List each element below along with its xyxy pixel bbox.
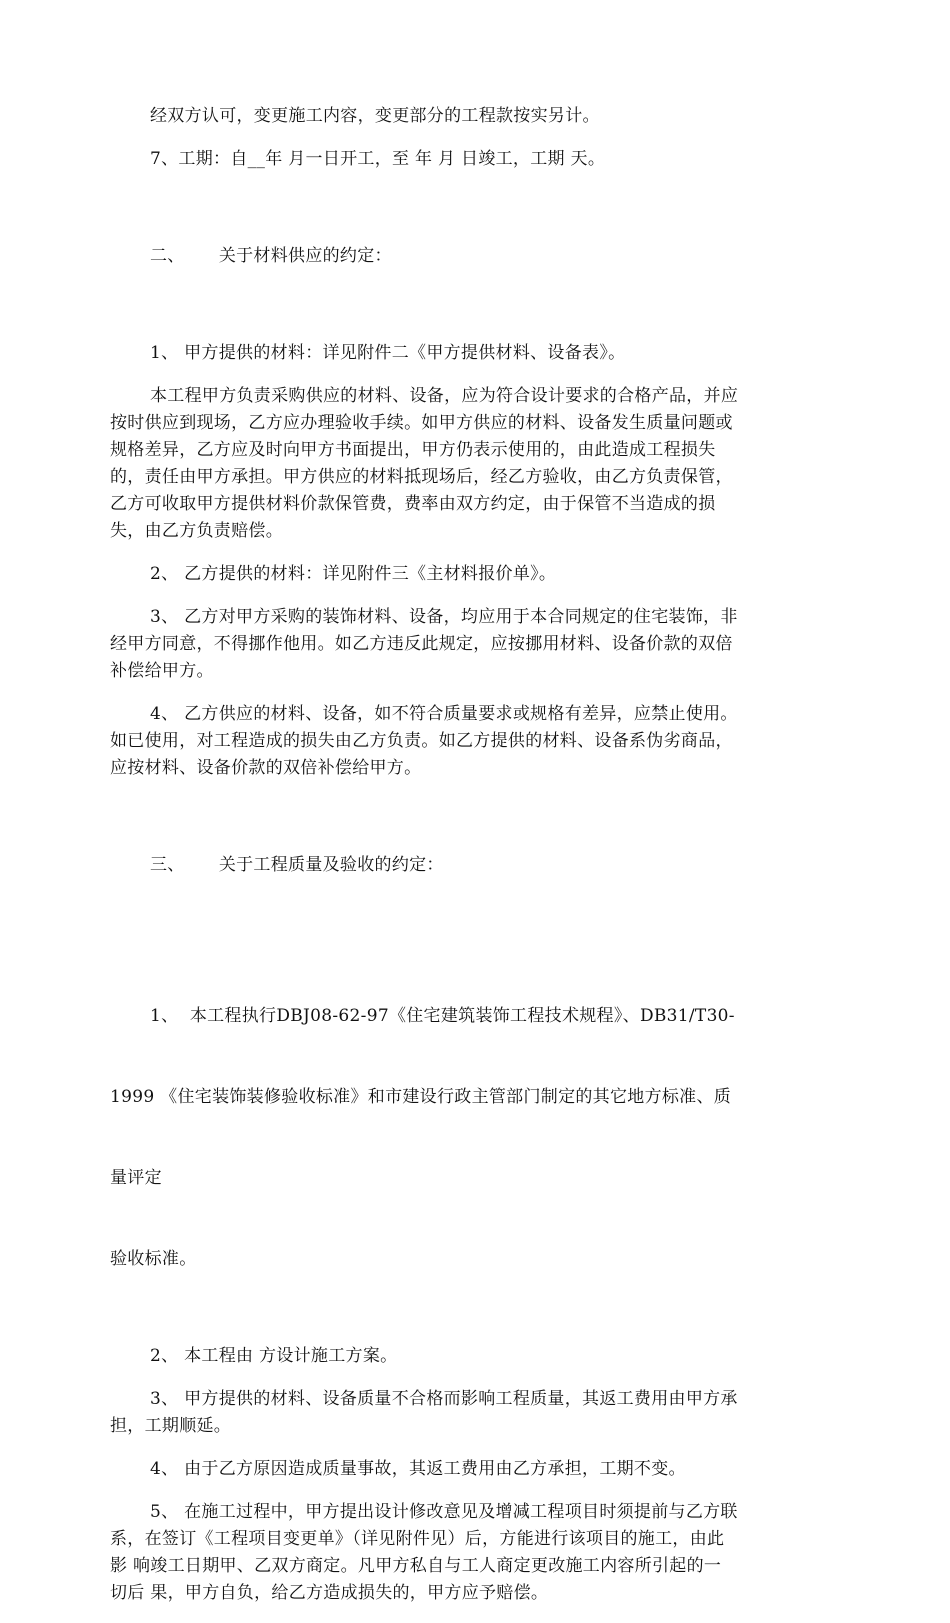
text-line: 3、 乙方对甲方采购的装饰材料、设备，均应用于本合同规定的住宅装饰，非 bbox=[150, 607, 738, 627]
paragraph bbox=[110, 1456, 840, 1483]
text-line: 失，由乙方负责赔偿。 bbox=[110, 521, 283, 541]
text-line: 切后 果，甲方自负，给乙方造成损失的，甲方应予赔偿。 bbox=[110, 1583, 549, 1603]
paragraph bbox=[110, 1386, 840, 1440]
text-line: 经甲方同意，不得挪作他用。如乙方违反此规定，应按挪用材料、设备价款的双倍 bbox=[110, 634, 733, 654]
paragraph bbox=[110, 561, 840, 588]
document-body bbox=[110, 103, 840, 1623]
text-line: 影 响竣工日期甲、乙双方商定。凡甲方私自与工人商定更改施工内容所引起的一 bbox=[110, 1556, 722, 1576]
section-heading bbox=[110, 798, 840, 933]
text-line: 1、 本工程执行DBJ08-62-97《住宅建筑装饰工程技术规程》、DB31/T30- bbox=[150, 1006, 735, 1026]
text-line: 担，工期顺延。 bbox=[110, 1416, 232, 1436]
text-line: 本工程甲方负责采购供应的材料、设备，应为符合设计要求的合格产品，并应 bbox=[150, 386, 739, 406]
text-line: 应按材料、设备价款的双倍补偿给甲方。 bbox=[110, 758, 422, 778]
text-line: 乙方可收取甲方提供材料价款保管费，费率由双方约定，由于保管不当造成的损 bbox=[110, 494, 716, 514]
text-line: 二、 关于材料供应的约定： bbox=[150, 246, 392, 266]
text-line: 1999 《住宅装饰装修验收标准》和市建设行政主管部门制定的其它地方标准、质 bbox=[110, 1087, 732, 1107]
paragraph bbox=[110, 383, 840, 545]
paragraph bbox=[110, 1499, 840, 1607]
text-line: 4、 由于乙方原因造成质量事故，其返工费用由乙方承担，工期不变。 bbox=[150, 1459, 686, 1479]
text-line: 1、 甲方提供的材料：详见附件二《甲方提供材料、设备表》。 bbox=[150, 343, 626, 363]
text-line: 补偿给甲方。 bbox=[110, 661, 214, 681]
text-line: 2、 乙方提供的材料：详见附件三《主材料报价单》。 bbox=[150, 564, 557, 584]
section-heading bbox=[110, 189, 840, 324]
text-line: 如已使用，对工程造成的损失由乙方负责。如乙方提供的材料、设备系伪劣商品， bbox=[110, 731, 733, 751]
paragraph bbox=[110, 146, 840, 173]
text-line: 按时供应到现场，乙方应办理验收手续。如甲方供应的材料、设备发生质量问题或 bbox=[110, 413, 733, 433]
paragraph bbox=[110, 340, 840, 367]
text-line: 4、 乙方供应的材料、设备，如不符合质量要求或规格有差异，应禁止使用。 bbox=[150, 704, 738, 724]
paragraph bbox=[110, 103, 840, 130]
paragraph bbox=[110, 949, 840, 1327]
text-line: 7、工期：自__年 月一日开工，至 年 月 日竣工，工期 天。 bbox=[150, 149, 606, 169]
text-line: 系，在签订《工程项目变更单》（详见附件见）后，方能进行该项目的施工，由此 bbox=[110, 1529, 725, 1549]
text-line: 验收标准。 bbox=[110, 1249, 197, 1269]
paragraph bbox=[110, 701, 840, 782]
text-line: 的，责任由甲方承担。甲方供应的材料抵现场后，经乙方验收，由乙方负责保管， bbox=[110, 467, 733, 487]
text-line: 5、 在施工过程中，甲方提出设计修改意见及增减工程项目时须提前与乙方联 bbox=[150, 1502, 738, 1522]
text-line: 3、 甲方提供的材料、设备质量不合格而影响工程质量，其返工费用由甲方承 bbox=[150, 1389, 738, 1409]
text-line: 量评定 bbox=[110, 1168, 162, 1188]
text-line: 经双方认可，变更施工内容，变更部分的工程款按实另计。 bbox=[150, 106, 600, 126]
paragraph bbox=[110, 604, 840, 685]
paragraph bbox=[110, 1343, 840, 1370]
text-line: 2、 本工程由 方设计施工方案。 bbox=[150, 1346, 398, 1366]
text-line: 三、 关于工程质量及验收的约定： bbox=[150, 855, 444, 875]
text-line: 规格差异，乙方应及时向甲方书面提出，甲方仍表示使用的，由此造成工程损失 bbox=[110, 440, 716, 460]
